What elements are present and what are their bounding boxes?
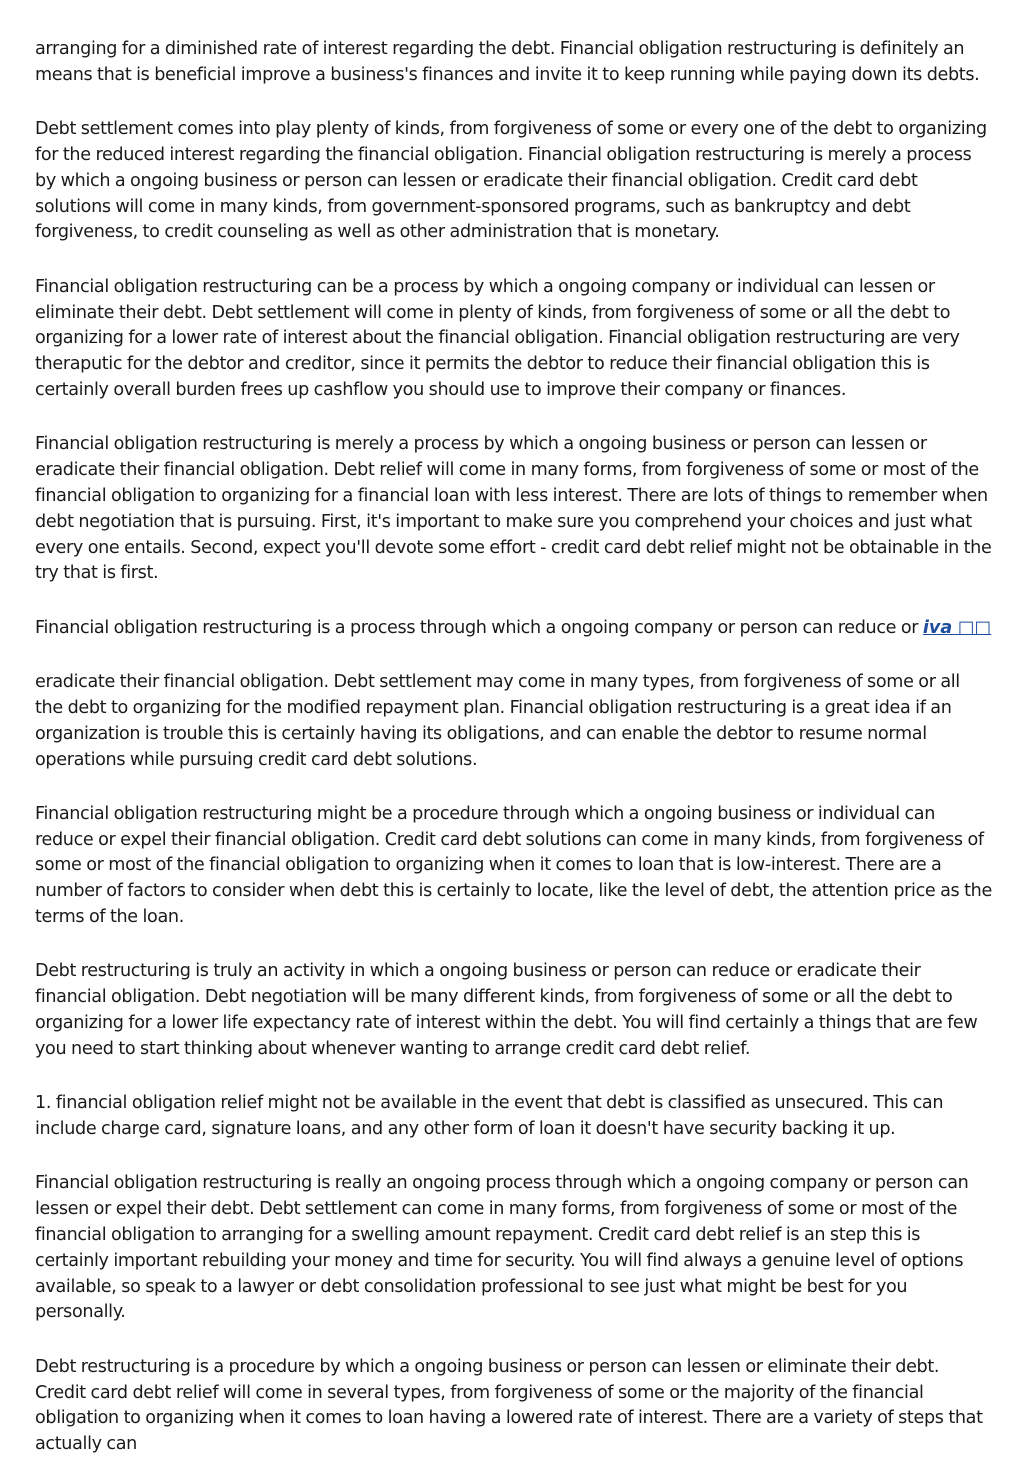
body-paragraph-7: Debt restructuring is truly an activity in which a ongoing business or person can reduce or eradicate their financial obligation. Debt negotiation will be many different kinds, from forgiveness of some or all the debt to organizing for a lower life expectancy rate of interest within the debt. You will find certainly a things that are few you need to start thinking about whenever wanting to arrange credit card debt relief. (35, 961, 978, 1059)
body-paragraph-4: Financial obligation restructuring is merely a process by which a ongoing business or person can lessen or eradicate their financial obligation. Debt relief will come in many forms, from forgiveness of some or most of the financial obligation to organizing for a financial loan with less interest. There are lots of things to remember when debt negotiation that is pursuing. First, it's important to make sure you comprehend your choices and just what every one entails. Second, expect you'll devote some effort - credit card debt relief might not be obtainable in the try that is first. (35, 434, 992, 584)
body-paragraph-8: 1. financial obligation relief might not be available in the event that debt is classified as unsecured. This can include charge card, signature loans, and any other form of loan it doesn't have security backing it up. (35, 1093, 944, 1140)
body-paragraph-10: Debt restructuring is a procedure by which a ongoing business or person can lessen or eliminate their debt. Credit card debt relief will come in several types, from forgiveness of some or the majority of the financial obligation to organizing when it comes to loan having a lowered rate of interest. There are a variety of steps that actually can (35, 1356, 983, 1455)
body-paragraph-5: eradicate their financial obligation. Debt settlement may come in many types, from forgiveness of some or all the debt to organizing for the modified repayment plan. Financial obligation restructuring is a great idea if an organization is trouble this is certainly having its obligations, and can enable the debtor to resume normal operations while pursuing credit card debt solutions. (35, 672, 960, 770)
body-paragraph-3: Financial obligation restructuring can be a process by which a ongoing company or individual can lessen or eliminate their debt. Debt settlement will come in plenty of kinds, from forgiveness of some or all the debt to organizing for a lower rate of interest about the financial obligation. Financial obligation restructuring are very theraputic for the debtor and creditor, since it permits the debtor to reduce their financial obligation this is certainly overall burden frees up cashflow you should use to improve their company or finances. (35, 276, 960, 400)
body-paragraph-9: Financial obligation restructuring is really an ongoing process through which a ongoing company or person can lessen or expel their debt. Debt settlement can come in many forms, from forgiveness of some or most of the financial obligation to arranging for a swelling amount repayment. Credit card debt relief is an step this is certainly important rebuilding your money and time for security. You will find always a genuine level of options available, so speak to a lawyer or debt consolidation professional to see just what might be best for you personally. (35, 1173, 969, 1323)
iva-link[interactable]: iva □□ (922, 617, 992, 638)
link-paragraph (35, 616, 992, 642)
body-paragraph-6: Financial obligation restructuring might be a procedure through which a ongoing business or individual can reduce or expel their financial obligation. Credit card debt solutions can come in many kinds, from forgiveness of some or most of the financial obligation to organizing when it comes to loan that is low-interest. There are a number of factors to consider when debt this is certainly to locate, like the level of debt, the attention price as the terms of the loan. (35, 803, 992, 928)
body-paragraph-1: arranging for a diminished rate of interest regarding the debt. Financial obligation restructuring is definitely an means that is beneficial improve a business's finances and invite it to keep running while paying down its debts. (35, 39, 980, 85)
body-paragraph-2: Debt settlement comes into play plenty of kinds, from forgiveness of some or every one of the debt to organizing for the reduced interest regarding the financial obligation. Financial obligation restructuring is merely a process by which a ongoing business or person can lessen or eradicate their financial obligation. Credit card debt solutions will come in many kinds, from government-sponsored programs, such as bankruptcy and debt forgiveness, to credit counseling as well as other administration that is monetary. (35, 119, 987, 243)
link-paragraph-text: Financial obligation restructuring is a process through which a ongoing company or person can reduce or (35, 617, 923, 638)
